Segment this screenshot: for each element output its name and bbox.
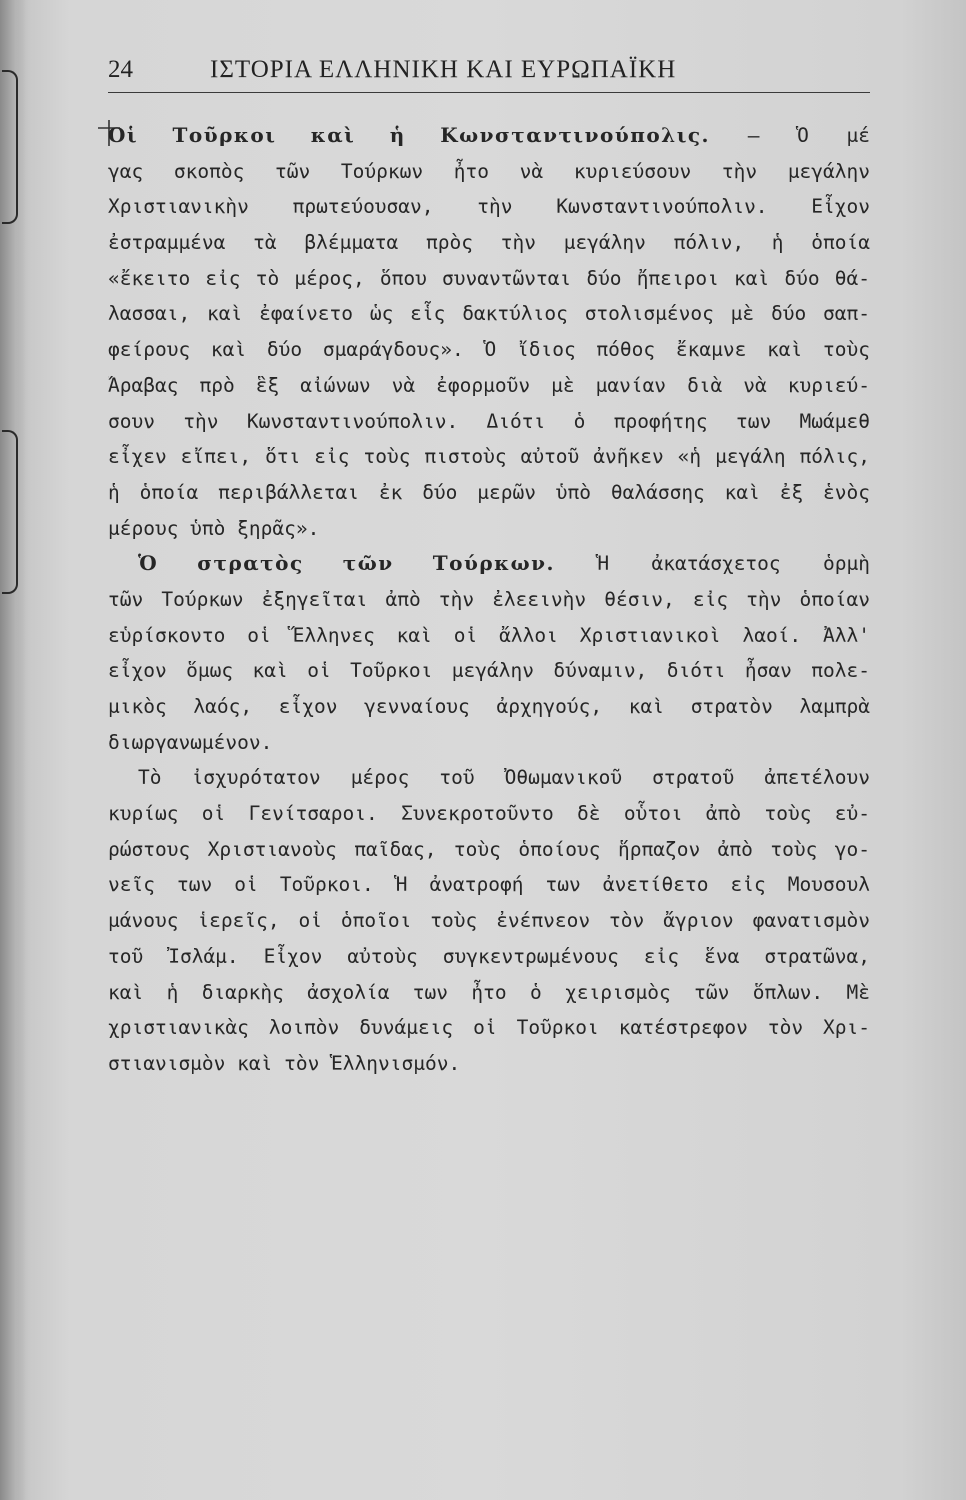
text-line: στιανισμὸν καὶ τὸν Ἑλληνισμόν. xyxy=(108,1051,461,1075)
text-line-fragment: — Ὁ μέ xyxy=(710,124,870,147)
binding-stitch-mark xyxy=(2,70,18,224)
text-line: λασσαι, καὶ ἐφαίνετο ὡς εἷς δακτύλιος στολισμένος μὲ δύο σαπ- xyxy=(108,302,870,326)
text-line: τοῦ Ἰσλάμ. Εἶχον αὐτοὺς συγκεντρωμένους εἰς ἕνα στρατῶνα, xyxy=(108,944,870,968)
text-line xyxy=(108,546,870,582)
section-heading-turks-constantinople: Οἱ Τοῦρκοι καὶ ἡ Κωνσταντινούπολις. xyxy=(108,123,711,147)
text-line: Ἄραβας πρὸ ἓξ αἰώνων νὰ ἐφορμοῦν μὲ μανίαν διὰ νὰ κυριεύ- xyxy=(108,373,870,397)
text-line: «ἔκειτο εἰς τὸ μέρος, ὅπου συναντῶνται δύο ἤπειροι καὶ δύο θά- xyxy=(108,266,870,290)
text-line: Χριστιανικὴν πρωτεύουσαν, τὴν Κωνσταντινούπολιν. Εἶχον xyxy=(108,195,870,219)
text-line-fragment: Ἡ ἀκατάσχετος ὁρμὴ xyxy=(555,552,870,576)
text-line: διωργανωμένον. xyxy=(108,730,273,754)
text-line: εἶχεν εἴπει, ὅτι εἰς τοὺς πιστοὺς αὐτοῦ ἀνῆκεν «ἡ μεγάλη πόλις, xyxy=(108,445,870,469)
text-line: ρώστους Χριστιανοὺς παῖδας, τοὺς ὁποίους ἥρπαζον ἀπὸ τοὺς γο- xyxy=(108,837,870,861)
text-line: μέρους ὑπὸ ξηρᾶς». xyxy=(108,516,320,540)
text-line: ἡ ὁποία περιβάλλεται ἐκ δύο μερῶν ὑπὸ θαλάσσης καὶ ἐξ ἑνὸς xyxy=(108,480,870,504)
text-line: σουν τὴν Κωνσταντινούπολιν. Διότι ὁ προφήτης των Μωάμεθ xyxy=(108,409,870,433)
page-binding-edge xyxy=(0,0,26,1500)
page-number: 24 xyxy=(108,56,133,83)
text-line: ἐστραμμένα τὰ βλέμματα πρὸς τὴν μεγάλην πόλιν, ἡ ὁποία xyxy=(108,231,870,255)
text-line: εὑρίσκοντο οἱ Ἕλληνες καὶ οἱ ἄλλοι Χριστιανικοὶ λαοί. Ἀλλ' xyxy=(108,623,870,647)
page-header xyxy=(108,50,870,93)
text-line: Τὸ ἰσχυρότατον μέρος τοῦ Ὀθωμανικοῦ στρατοῦ ἀπετέλουν xyxy=(138,766,870,790)
text-line: τῶν Τούρκων ἐξηγεῖται ἀπὸ τὴν ἐλεεινὴν θέσιν, εἰς τὴν ὁποίαν xyxy=(108,587,870,611)
text-line: νεῖς των οἱ Τοῦρκοι. Ἡ ἀνατροφή των ἀνετίθετο εἰς Μουσουλ xyxy=(108,873,870,897)
binding-stitch-mark xyxy=(2,430,18,594)
body-text xyxy=(108,118,870,1082)
section-heading-turkish-army: Ὁ στρατὸς τῶν Τούρκων. xyxy=(138,551,556,576)
text-line: κυρίως οἱ Γενίτσαροι. Συνεκροτοῦντο δὲ οὗτοι ἀπὸ τοὺς εὐ- xyxy=(108,802,870,826)
text-line xyxy=(108,118,870,154)
text-line: καὶ ἡ διαρκὴς ἀσχολία των ἦτο ὁ χειρισμὸς τῶν ὅπλων. Μὲ xyxy=(108,980,870,1004)
text-line: εἶχον ὅμως καὶ οἱ Τοῦρκοι μεγάλην δύναμιν, διότι ἦσαν πολε- xyxy=(108,659,870,683)
text-line: γας σκοπὸς τῶν Τούρκων ἦτο νὰ κυριεύσουν τὴν μεγάλην xyxy=(108,159,870,183)
text-line: φείρους καὶ δύο σμαράγδους». Ὁ ἴδιος πόθος ἔκαμνε καὶ τοὺς xyxy=(108,338,870,362)
text-line: χριστιανικὰς λοιπὸν δυνάμεις οἱ Τοῦρκοι κατέστρεφον τὸν Χρι- xyxy=(108,1016,870,1040)
text-line: μάνους ἱερεῖς, οἱ ὁποῖοι τοὺς ἐνέπνεον τὸν ἄγριον φανατισμὸν xyxy=(108,909,870,933)
text-line: μικὸς λαός, εἶχον γενναίους ἀρχηγούς, καὶ στρατὸν λαμπρὰ xyxy=(108,695,870,718)
running-title: ΙΣΤΟΡΙΑ ΕΛΛΗΝΙΚΗ ΚΑΙ ΕΥΡΩΠΑΪΚΗ xyxy=(210,56,677,83)
